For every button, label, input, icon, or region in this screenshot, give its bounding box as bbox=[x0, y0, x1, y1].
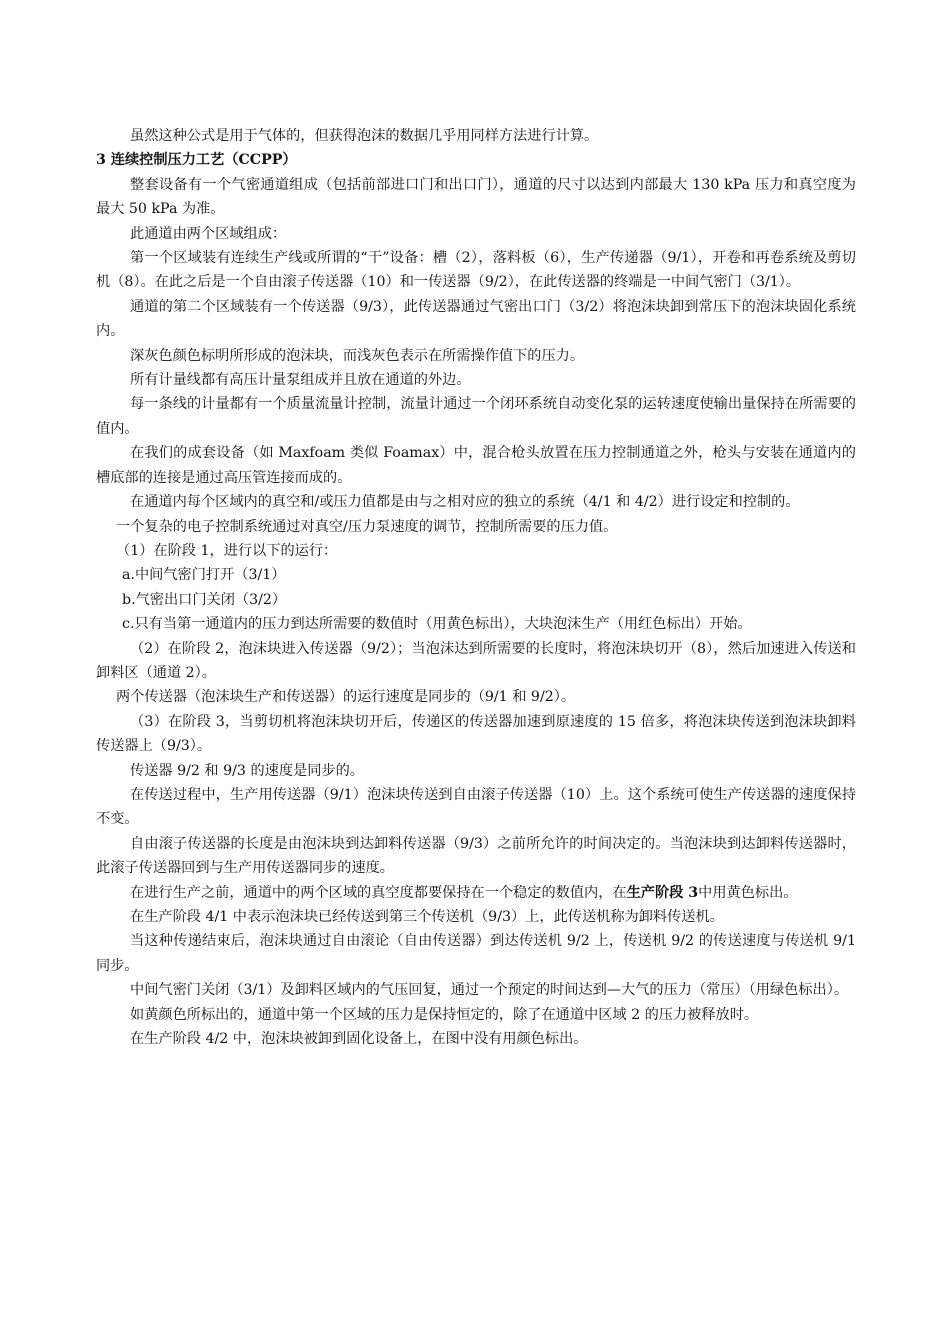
paragraph: 深灰色颜色标明所形成的泡沫块，而浅灰色表示在所需操作值下的压力。 bbox=[130, 347, 585, 364]
paragraph: 第一个区域装有连续生产线或所谓的“干”设备：槽（2），落料板（6），生产传递器（9/1），开卷和再卷系统及剪切机（8）。在此之后是一个自由滚子传送器（10）和一传送器（9/2），在此传送器的终端是一中间气密门（3/1）。 bbox=[96, 250, 856, 291]
section-heading: 3 连续控制压力工艺（CCPP） bbox=[96, 152, 297, 169]
paragraph: 在生产阶段 4/2 中，泡沫块被卸到固化设备上，在图中没有用颜色标出。 bbox=[130, 1031, 588, 1048]
paragraph: 虽然这种公式是用于气体的，但获得泡沫的数据几乎用同样方法进行计算。 bbox=[130, 128, 599, 144]
paragraph-text: 中用黄色标出。 bbox=[698, 884, 798, 901]
paragraph: 此通道由两个区域组成： bbox=[130, 225, 287, 242]
paragraph: 当这种传递结束后，泡沫块通过自由滚论（自由传送器）到达传送机 9/2 上，传送机 9/2 的传送速度与传送机 9/1 同步。 bbox=[96, 933, 856, 974]
paragraph: 两个传送器（泡沫块生产和传送器）的运行速度是同步的（9/1 和 9/2）。 bbox=[116, 689, 576, 706]
paragraph: 传送器 9/2 和 9/3 的速度是同步的。 bbox=[130, 762, 364, 779]
paragraph: 自由滚子传送器的长度是由泡沫块到达卸料传送器（9/3）之前所允许的时间决定的。当泡沫块到达卸料传送器时，此滚子传送器回到与生产用传送器同步的速度。 bbox=[96, 835, 856, 877]
paragraph: 通道的第二个区域装有一个传送器（9/3），此传送器通过气密出口门（3/2）将泡沫块卸到常压下的泡沫块固化系统内。 bbox=[96, 298, 856, 340]
paragraph: 在生产阶段 4/1 中表示泡沫块已经传送到第三个传送机（9/3）上，此传送机称为卸料传送机。 bbox=[130, 909, 724, 925]
list-item: a.中间气密门打开（3/1） bbox=[122, 567, 286, 584]
paragraph: 一个复杂的电子控制系统通过对真空/压力泵速度的调节，控制所需要的压力值。 bbox=[116, 518, 618, 535]
paragraph: （3）在阶段 3，当剪切机将泡沫块切开后，传递区的传送器加速到原速度的 15 倍多，将泡沫块传送到泡沫块卸料传送器上（9/3）。 bbox=[96, 713, 856, 755]
list-item: b.气密出口门关闭（3/2） bbox=[122, 591, 287, 608]
paragraph: 在我们的成套设备（如 Maxfoam 类似 Foamax）中，混合枪头放置在压力控制通道之外，枪头与安装在通道内的槽底部的连接是通过高压管连接而成的。 bbox=[96, 445, 856, 486]
paragraph-text: 在进行生产之前，通道中的两个区域的真空度都要保持在一个稳定的数值内，在 bbox=[130, 884, 627, 901]
document-page bbox=[96, 124, 856, 1051]
list-item: c.只有当第一通道内的压力到达所需要的数值时（用黄色标出），大块泡沫生产（用红色标出）开始。 bbox=[122, 616, 752, 633]
paragraph bbox=[96, 881, 856, 905]
list-intro: （1）在阶段 1，进行以下的运行： bbox=[116, 542, 338, 559]
paragraph: 每一条线的计量都有一个质量流量计控制，流量计通过一个闭环系统自动变化泵的运转速度使输出量保持在所需要的值内。 bbox=[96, 396, 856, 437]
bold-phrase: 生产阶段 3 bbox=[626, 884, 699, 901]
paragraph: 在通道内每个区域内的真空和/或压力值都是由与之相对应的独立的系统（4/1 和 4/2）进行设定和控制的。 bbox=[130, 494, 800, 511]
paragraph: 整套设备有一个气密通道组成（包括前部进口门和出口门），通道的尺寸以达到内部最大 130 kPa 压力和真空度为最大 50 kPa 为准。 bbox=[96, 176, 856, 218]
paragraph: 中间气密门关闭（3/1）及卸料区域内的气压回复，通过一个预定的时间达到—大气的压力（常压）（用绿色标出）。 bbox=[130, 982, 849, 999]
paragraph: 如黄颜色所标出的，通道中第一个区域的压力是保持恒定的，除了在通道中区域 2 的压力被释放时。 bbox=[130, 1006, 759, 1023]
paragraph: 所有计量线都有高压计量泵组成并且放在通道的外边。 bbox=[130, 372, 471, 389]
paragraph: （2）在阶段 2，泡沫块进入传送器（9/2）；当泡沫达到所需要的长度时，将泡沫块切开（8），然后加速进入传送和卸料区（通道 2）。 bbox=[96, 640, 856, 681]
paragraph: 在传送过程中，生产用传送器（9/1）泡沫块传送到自由滚子传送器（10）上。这个系统可使生产传送器的速度保持不变。 bbox=[96, 786, 856, 828]
